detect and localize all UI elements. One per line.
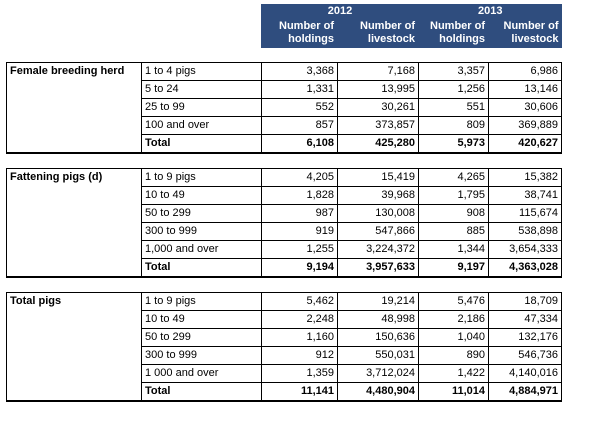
holdings-2013-cell: 551: [419, 99, 489, 117]
total-row: [7, 135, 562, 154]
size-band-cell: 50 to 299: [142, 329, 262, 347]
year-2012-header: 2012: [262, 4, 419, 18]
year-2013-header: 2013: [419, 4, 562, 18]
table-row: [7, 311, 562, 329]
livestock-2013-cell: 546,736: [489, 347, 562, 365]
size-band-cell: 5 to 24: [142, 81, 262, 99]
size-band-cell: Total: [142, 383, 262, 402]
livestock-2012-cell: 3,224,372: [338, 241, 419, 259]
group-label-cell: [7, 223, 142, 241]
livestock-2013-cell: 115,674: [489, 205, 562, 223]
year-header-row: [7, 4, 562, 18]
size-band-cell: 1 to 4 pigs: [142, 63, 262, 81]
size-band-cell: 300 to 999: [142, 223, 262, 241]
holdings-2012-cell: 2,248: [262, 311, 338, 329]
table-row: [7, 117, 562, 135]
livestock-2013-cell: 3,654,333: [489, 241, 562, 259]
livestock-2012-cell: 3,957,633: [338, 259, 419, 278]
table-row: [7, 187, 562, 205]
size-band-cell: 1 to 9 pigs: [142, 169, 262, 187]
group-label-cell: [7, 365, 142, 383]
size-band-cell: 10 to 49: [142, 311, 262, 329]
total-row: [7, 259, 562, 278]
livestock-2013-cell: 15,382: [489, 169, 562, 187]
holdings-2013-cell: 11,014: [419, 383, 489, 402]
holdings-2012-cell: 3,368: [262, 63, 338, 81]
group-label-cell: [7, 259, 142, 278]
table-row: [7, 81, 562, 99]
group-label-cell: [7, 311, 142, 329]
holdings-2012-cell: 1,359: [262, 365, 338, 383]
total-row: [7, 383, 562, 402]
holdings-2013-cell: 1,344: [419, 241, 489, 259]
holdings-2012-cell: 552: [262, 99, 338, 117]
livestock-2012-cell: 150,636: [338, 329, 419, 347]
holdings-2013-cell: 2,186: [419, 311, 489, 329]
livestock-2012-cell: 425,280: [338, 135, 419, 154]
livestock-2013-cell: 4,884,971: [489, 383, 562, 402]
livestock-2013-cell: 538,898: [489, 223, 562, 241]
livestock-2013-cell: 132,176: [489, 329, 562, 347]
group-label-cell: [7, 81, 142, 99]
table-row: [7, 223, 562, 241]
holdings-2012-cell: 1,160: [262, 329, 338, 347]
livestock-2012-cell: 13,995: [338, 81, 419, 99]
table-row: [7, 63, 562, 81]
pig-holdings-table: [6, 4, 562, 402]
group-label-cell: [7, 117, 142, 135]
livestock-2012-cell: 547,866: [338, 223, 419, 241]
size-band-cell: 25 to 99: [142, 99, 262, 117]
livestock-2013-cell: 18,709: [489, 293, 562, 311]
group-label: Fattening pigs (d): [7, 169, 142, 187]
holdings-2012-cell: 857: [262, 117, 338, 135]
table-row: [7, 365, 562, 383]
holdings-2012-cell: 4,205: [262, 169, 338, 187]
livestock-2012-cell: 19,214: [338, 293, 419, 311]
holdings-2013-cell: 9,197: [419, 259, 489, 278]
group-label-cell: [7, 329, 142, 347]
livestock-2012-cell: 3,712,024: [338, 365, 419, 383]
group-label-cell: [7, 205, 142, 223]
holdings-2012-cell: 1,255: [262, 241, 338, 259]
size-band-cell: 100 and over: [142, 117, 262, 135]
holdings-2013-cell: 1,256: [419, 81, 489, 99]
group-label-cell: [7, 99, 142, 117]
livestock-2013-header: Number of livestock: [489, 18, 562, 48]
table-row: [7, 293, 562, 311]
size-band-cell: 1,000 and over: [142, 241, 262, 259]
data-table: [6, 4, 562, 402]
table-row: [7, 347, 562, 365]
livestock-2013-cell: 6,986: [489, 63, 562, 81]
group-label: Total pigs: [7, 293, 142, 311]
table-row: [7, 329, 562, 347]
holdings-2012-cell: 987: [262, 205, 338, 223]
table-row: [7, 205, 562, 223]
livestock-2012-cell: 48,998: [338, 311, 419, 329]
holdings-2013-cell: 890: [419, 347, 489, 365]
holdings-2013-cell: 908: [419, 205, 489, 223]
group-label-cell: [7, 347, 142, 365]
spacer-row: [7, 153, 562, 169]
holdings-2012-cell: 6,108: [262, 135, 338, 154]
holdings-2012-cell: 919: [262, 223, 338, 241]
holdings-2013-cell: 5,476: [419, 293, 489, 311]
livestock-2012-cell: 39,968: [338, 187, 419, 205]
holdings-2013-cell: 885: [419, 223, 489, 241]
holdings-2013-header: Number of holdings: [419, 18, 489, 48]
holdings-2012-cell: 9,194: [262, 259, 338, 278]
group-label-cell: [7, 135, 142, 154]
livestock-2012-cell: 130,008: [338, 205, 419, 223]
livestock-2012-cell: 4,480,904: [338, 383, 419, 402]
holdings-2012-cell: 1,828: [262, 187, 338, 205]
column-header-row: [7, 18, 562, 48]
group-label-cell: [7, 187, 142, 205]
holdings-2013-cell: 1,795: [419, 187, 489, 205]
livestock-2013-cell: 4,140,016: [489, 365, 562, 383]
holdings-2012-cell: 912: [262, 347, 338, 365]
table-row: [7, 169, 562, 187]
table-body: [7, 48, 562, 401]
livestock-2013-cell: 369,889: [489, 117, 562, 135]
group-label: Female breeding herd: [7, 63, 142, 81]
holdings-2013-cell: 3,357: [419, 63, 489, 81]
group-label-cell: [7, 383, 142, 402]
holdings-2012-cell: 11,141: [262, 383, 338, 402]
livestock-2012-cell: 373,857: [338, 117, 419, 135]
spacer-row: [7, 277, 562, 293]
holdings-2013-cell: 1,422: [419, 365, 489, 383]
livestock-2013-cell: 38,741: [489, 187, 562, 205]
holdings-2012-cell: 1,331: [262, 81, 338, 99]
group-label-cell: [7, 241, 142, 259]
spacer-row: [7, 48, 562, 63]
size-band-cell: 1 000 and over: [142, 365, 262, 383]
table-row: [7, 241, 562, 259]
livestock-2012-cell: 30,261: [338, 99, 419, 117]
size-band-cell: Total: [142, 259, 262, 278]
holdings-2013-cell: 4,265: [419, 169, 489, 187]
livestock-2012-cell: 15,419: [338, 169, 419, 187]
table-row: [7, 99, 562, 117]
holdings-2012-header: Number of holdings: [262, 18, 338, 48]
holdings-2013-cell: 5,973: [419, 135, 489, 154]
size-band-cell: 50 to 299: [142, 205, 262, 223]
livestock-2012-cell: 550,031: [338, 347, 419, 365]
size-band-cell: 300 to 999: [142, 347, 262, 365]
livestock-2012-cell: 7,168: [338, 63, 419, 81]
livestock-2013-cell: 4,363,028: [489, 259, 562, 278]
size-band-cell: 1 to 9 pigs: [142, 293, 262, 311]
holdings-2013-cell: 809: [419, 117, 489, 135]
holdings-2012-cell: 5,462: [262, 293, 338, 311]
size-band-cell: Total: [142, 135, 262, 154]
size-band-cell: 10 to 49: [142, 187, 262, 205]
livestock-2013-cell: 420,627: [489, 135, 562, 154]
livestock-2013-cell: 13,146: [489, 81, 562, 99]
livestock-2013-cell: 30,606: [489, 99, 562, 117]
holdings-2013-cell: 1,040: [419, 329, 489, 347]
livestock-2012-header: Number of livestock: [338, 18, 419, 48]
livestock-2013-cell: 47,334: [489, 311, 562, 329]
